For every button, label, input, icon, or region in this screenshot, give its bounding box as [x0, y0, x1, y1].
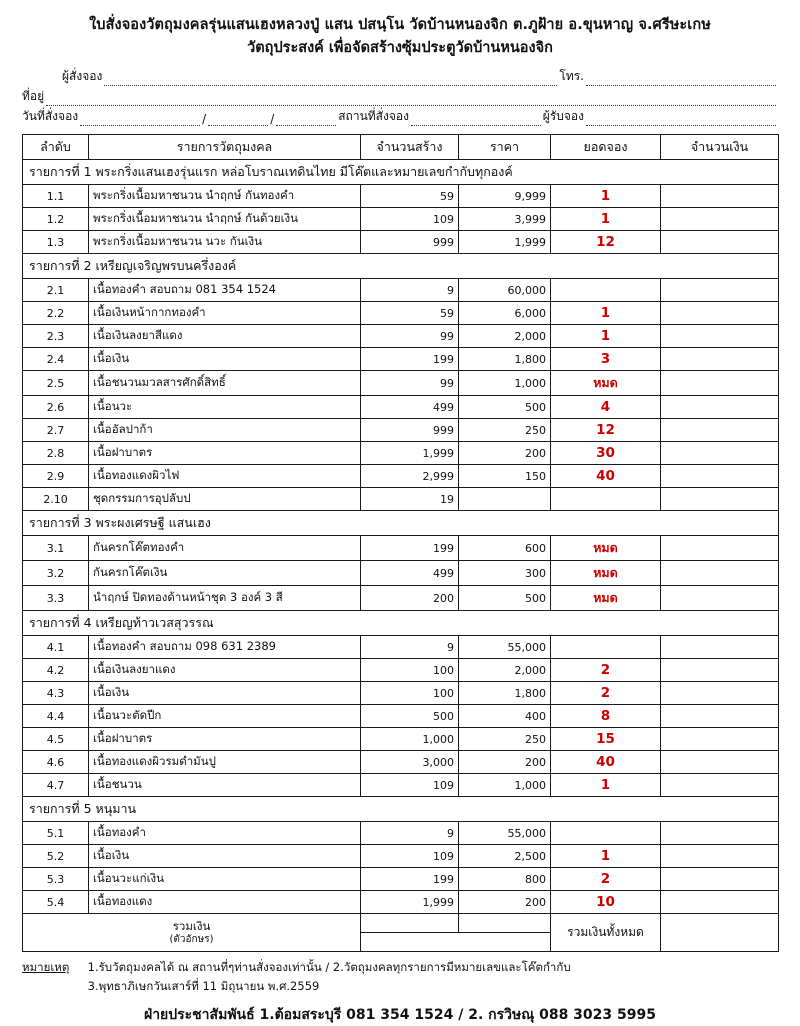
row-no: 1.1	[23, 185, 89, 208]
row-no: 2.9	[23, 465, 89, 488]
row-qty: 100	[361, 682, 459, 705]
row-no: 4.2	[23, 659, 89, 682]
row-price: 500	[459, 586, 551, 611]
row-qty: 100	[361, 659, 459, 682]
row-qty: 109	[361, 845, 459, 868]
order-place-label: สถานที่สั่งจอง	[338, 109, 409, 123]
row-price: 400	[459, 705, 551, 728]
table-row	[23, 891, 779, 914]
row-booked: 40	[551, 751, 661, 774]
receiver-label: ผู้รับจอง	[542, 109, 584, 123]
column-header-amount: จำนวนเงิน	[661, 135, 779, 160]
row-amount[interactable]	[661, 185, 779, 208]
table-header	[23, 135, 779, 160]
row-amount[interactable]	[661, 231, 779, 254]
row-qty: 199	[361, 868, 459, 891]
row-qty: 999	[361, 231, 459, 254]
table-row	[23, 845, 779, 868]
row-amount[interactable]	[661, 536, 779, 561]
row-price: 2,000	[459, 659, 551, 682]
row-item: เนื้อทองแดง	[89, 891, 361, 914]
table-row	[23, 822, 779, 845]
row-amount[interactable]	[661, 845, 779, 868]
row-qty: 1,999	[361, 891, 459, 914]
section-header-row	[23, 254, 779, 279]
customer-fields	[22, 66, 778, 126]
row-booked: 40	[551, 465, 661, 488]
phone-label: โทร.	[559, 69, 584, 83]
row-item: เนื้อทองแดงผิวไฟ	[89, 465, 361, 488]
table-body	[23, 160, 779, 952]
table-row	[23, 231, 779, 254]
row-booked: 12	[551, 419, 661, 442]
row-price: 200	[459, 751, 551, 774]
row-price: 6,000	[459, 302, 551, 325]
order-place-input[interactable]	[411, 113, 541, 126]
section-header-row	[23, 160, 779, 185]
row-qty: 199	[361, 348, 459, 371]
row-no: 2.7	[23, 419, 89, 442]
row-amount[interactable]	[661, 822, 779, 845]
row-amount[interactable]	[661, 774, 779, 797]
order-date-label: วันที่สั่งจอง	[22, 109, 79, 123]
date-slash-1: /	[202, 112, 207, 126]
row-qty: 3,000	[361, 751, 459, 774]
table-row	[23, 302, 779, 325]
row-amount[interactable]	[661, 419, 779, 442]
row-item: เนื้อนวะแก่เงิน	[89, 868, 361, 891]
row-no: 2.5	[23, 371, 89, 396]
row-no: 3.3	[23, 586, 89, 611]
row-item: เนื้อทองคำ สอบถาม 081 354 1524	[89, 279, 361, 302]
address-input[interactable]	[46, 93, 776, 106]
sum-label: รวมเงิน	[172, 918, 211, 933]
row-amount[interactable]	[661, 659, 779, 682]
row-amount[interactable]	[661, 561, 779, 586]
row-booked: 1	[551, 845, 661, 868]
row-qty: 99	[361, 371, 459, 396]
table-row	[23, 325, 779, 348]
table-row	[23, 561, 779, 586]
row-item: เนื้อทองคำ สอบถาม 098 631 2389	[89, 636, 361, 659]
receiver-input[interactable]	[586, 113, 776, 126]
row-amount[interactable]	[661, 325, 779, 348]
row-qty: 999	[361, 419, 459, 442]
row-price: 500	[459, 396, 551, 419]
row-price: 800	[459, 868, 551, 891]
section-title: รายการที่ 3 พระผงเศรษฐี แสนเฮง	[23, 511, 779, 536]
row-booked	[551, 822, 661, 845]
row-price: 1,999	[459, 231, 551, 254]
section-title: รายการที่ 4 เหรียญท้าวเวสสุวรรณ	[23, 611, 779, 636]
row-booked: หมด	[551, 561, 661, 586]
row-no: 2.1	[23, 279, 89, 302]
notes-label: หมายเหตุ	[22, 960, 70, 974]
row-qty: 99	[361, 325, 459, 348]
row-no: 3.2	[23, 561, 89, 586]
row-booked	[551, 636, 661, 659]
date-slash-2: /	[270, 112, 275, 126]
row-item: เนื้อเงิน	[89, 348, 361, 371]
row-price: 150	[459, 465, 551, 488]
row-item: เนื้อเงิน	[89, 845, 361, 868]
row-booked: 8	[551, 705, 661, 728]
order-date-year-input[interactable]	[276, 113, 336, 126]
table-row	[23, 396, 779, 419]
row-price: 200	[459, 891, 551, 914]
row-price: 1,000	[459, 774, 551, 797]
row-no: 2.8	[23, 442, 89, 465]
table-row	[23, 751, 779, 774]
section-header-row	[23, 797, 779, 822]
row-no: 4.4	[23, 705, 89, 728]
address-label: ที่อยู่	[22, 89, 45, 103]
row-amount[interactable]	[661, 891, 779, 914]
column-header-no: ลำดับ	[23, 135, 89, 160]
row-qty: 19	[361, 488, 459, 511]
row-item: ชุดกรรมการอุปลับป	[89, 488, 361, 511]
row-price: 1,800	[459, 348, 551, 371]
row-qty: 1,999	[361, 442, 459, 465]
row-amount[interactable]	[661, 705, 779, 728]
row-qty: 2,999	[361, 465, 459, 488]
row-qty: 500	[361, 705, 459, 728]
table-row	[23, 774, 779, 797]
table-header-row	[23, 135, 779, 160]
row-no: 5.2	[23, 845, 89, 868]
row-amount[interactable]	[661, 488, 779, 511]
row-item: เนื้อชนวนมวลสารศักดิ์สิทธิ์	[89, 371, 361, 396]
row-booked: 2	[551, 659, 661, 682]
row-amount[interactable]	[661, 586, 779, 611]
section-header-row	[23, 611, 779, 636]
column-header-qty: จำนวนสร้าง	[361, 135, 459, 160]
row-booked	[551, 488, 661, 511]
row-qty: 59	[361, 185, 459, 208]
row-amount[interactable]	[661, 208, 779, 231]
row-booked: 12	[551, 231, 661, 254]
row-price	[459, 488, 551, 511]
row-item: เนื้ออัลปาก้า	[89, 419, 361, 442]
row-amount[interactable]	[661, 728, 779, 751]
notes-body	[88, 958, 778, 996]
row-item: เนื้อฝาบาตร	[89, 442, 361, 465]
order-date-day-input[interactable]	[80, 113, 200, 126]
row-booked	[551, 279, 661, 302]
orderer-input[interactable]	[104, 73, 557, 86]
row-item: นำฤกษ์ ปิดทองด้านหน้าชุด 3 องค์ 3 สี	[89, 586, 361, 611]
row-qty: 59	[361, 302, 459, 325]
totals-row	[23, 914, 779, 933]
row-price: 250	[459, 728, 551, 751]
row-item: เนื้อฝาบาตร	[89, 728, 361, 751]
row-qty: 9	[361, 636, 459, 659]
table-row	[23, 465, 779, 488]
notes-section	[22, 958, 778, 996]
row-amount[interactable]	[661, 636, 779, 659]
row-no: 4.7	[23, 774, 89, 797]
table-row	[23, 419, 779, 442]
row-amount[interactable]	[661, 751, 779, 774]
totals-price-cell[interactable]	[459, 914, 551, 933]
orderer-row	[22, 66, 778, 86]
row-amount[interactable]	[661, 396, 779, 419]
row-item: เนื้อนวะตัดปีก	[89, 705, 361, 728]
row-price: 2,500	[459, 845, 551, 868]
row-qty: 109	[361, 208, 459, 231]
row-item: เนื้อนวะ	[89, 396, 361, 419]
table-row	[23, 728, 779, 751]
table-row	[23, 488, 779, 511]
order-date-row	[22, 106, 778, 126]
row-qty: 200	[361, 586, 459, 611]
table-row	[23, 348, 779, 371]
table-row	[23, 371, 779, 396]
row-price: 1,000	[459, 371, 551, 396]
row-price: 300	[459, 561, 551, 586]
row-no: 2.2	[23, 302, 89, 325]
row-price: 250	[459, 419, 551, 442]
row-amount[interactable]	[661, 442, 779, 465]
row-item: พระกริ่งเนื้อมหาชนวน นำฤกษ์ กันทองคำ	[89, 185, 361, 208]
row-booked: หมด	[551, 586, 661, 611]
row-item: พระกริ่งเนื้อมหาชนวน นวะ กันเงิน	[89, 231, 361, 254]
row-booked: 2	[551, 868, 661, 891]
row-amount[interactable]	[661, 348, 779, 371]
section-title: รายการที่ 2 เหรียญเจริญพรบนครึ่งองค์	[23, 254, 779, 279]
row-booked: 1	[551, 774, 661, 797]
section-header-row	[23, 511, 779, 536]
row-no: 4.3	[23, 682, 89, 705]
row-item: เนื้อเงิน	[89, 682, 361, 705]
row-booked: 4	[551, 396, 661, 419]
row-price: 2,000	[459, 325, 551, 348]
row-booked: 1	[551, 208, 661, 231]
contact-line: ฝ่ายประชาสัมพันธ์ 1.ต้อมสระบุรี 081 354 1524 / 2. กรวิษณุ 088 3023 5995	[143, 1007, 656, 1023]
page-subtitle: วัตถุประสงค์ เพื่อจัดสร้างซุ้มประตูวัดบ้านหนองจิก	[247, 40, 553, 56]
row-amount[interactable]	[661, 279, 779, 302]
row-booked: หมด	[551, 536, 661, 561]
order-date-month-input[interactable]	[208, 113, 268, 126]
row-price: 600	[459, 536, 551, 561]
row-item: เนื้อทองแดงผิวรมดำมันปู	[89, 751, 361, 774]
table-row	[23, 442, 779, 465]
table-row	[23, 208, 779, 231]
row-booked: 1	[551, 325, 661, 348]
row-price: 200	[459, 442, 551, 465]
row-price: 55,000	[459, 636, 551, 659]
row-qty: 499	[361, 396, 459, 419]
row-no: 1.3	[23, 231, 89, 254]
row-amount[interactable]	[661, 868, 779, 891]
table-row	[23, 682, 779, 705]
row-amount[interactable]	[661, 371, 779, 396]
row-item: กันครกโค๊ตเงิน	[89, 561, 361, 586]
table-row	[23, 185, 779, 208]
document-header	[22, 14, 778, 60]
table-row	[23, 868, 779, 891]
row-item: เนื้อเงินหน้ากากทองคำ	[89, 302, 361, 325]
column-header-booked: ยอดจอง	[551, 135, 661, 160]
row-qty: 9	[361, 279, 459, 302]
row-price: 9,999	[459, 185, 551, 208]
row-price: 55,000	[459, 822, 551, 845]
note-line-1: 1.รับวัตถุมงคลได้ ณ สถานที่ๆท่านสั่งจองเท่านั้น / 2.วัตถุมงคลทุกรายการมีหมายเลขและโค๊ตกำกับ	[87, 960, 571, 974]
row-no: 5.1	[23, 822, 89, 845]
totals-qty-cell[interactable]	[361, 914, 459, 933]
row-item: เนื้อชนวน	[89, 774, 361, 797]
row-booked: 1	[551, 185, 661, 208]
section-title: รายการที่ 5 หนุมาน	[23, 797, 779, 822]
row-item: เนื้อทองคำ	[89, 822, 361, 845]
row-amount[interactable]	[661, 682, 779, 705]
column-header-price: ราคา	[459, 135, 551, 160]
table-row	[23, 279, 779, 302]
row-qty: 9	[361, 822, 459, 845]
page-title: ใบสั่งจองวัตถุมงคลรุ่นแสนเฮงหลวงปู่ แสน ปสนฺโน วัดบ้านหนองจิก ต.ภูฝ้าย อ.ขุนหาญ จ.ศรีษะเกษ	[89, 17, 711, 33]
row-item: เนื้อเงินลงยาแดง	[89, 659, 361, 682]
sum-label-cell	[23, 914, 361, 952]
row-no: 4.6	[23, 751, 89, 774]
phone-input[interactable]	[586, 73, 776, 86]
order-table	[22, 134, 779, 952]
row-booked: 1	[551, 302, 661, 325]
orderer-label: ผู้สั่งจอง	[62, 69, 103, 83]
row-item: เนื้อเงินลงยาสีแดง	[89, 325, 361, 348]
row-amount[interactable]	[661, 465, 779, 488]
row-no: 4.1	[23, 636, 89, 659]
table-row	[23, 705, 779, 728]
table-row	[23, 659, 779, 682]
column-header-item: รายการวัตถุมงคล	[89, 135, 361, 160]
grand-total-label: รวมเงินทั้งหมด	[551, 914, 661, 952]
table-row	[23, 586, 779, 611]
row-no: 2.3	[23, 325, 89, 348]
row-no: 5.3	[23, 868, 89, 891]
row-amount[interactable]	[661, 302, 779, 325]
row-no: 2.10	[23, 488, 89, 511]
row-booked: 2	[551, 682, 661, 705]
row-qty: 1,000	[361, 728, 459, 751]
grand-total-value[interactable]	[661, 914, 779, 952]
row-booked: 15	[551, 728, 661, 751]
row-price: 1,800	[459, 682, 551, 705]
row-qty: 499	[361, 561, 459, 586]
row-booked: หมด	[551, 371, 661, 396]
row-qty: 199	[361, 536, 459, 561]
sum-in-words-cell[interactable]	[361, 933, 551, 952]
section-title: รายการที่ 1 พระกริ่งแสนเฮงรุ่นแรก หล่อโบราณเทดินไทย มีโค๊ตและหมายเลขกำกับทุกองค์	[23, 160, 779, 185]
table-row	[23, 536, 779, 561]
row-no: 3.1	[23, 536, 89, 561]
table-row	[23, 636, 779, 659]
row-item: กันครกโค๊ตทองคำ	[89, 536, 361, 561]
row-booked: 10	[551, 891, 661, 914]
row-no: 5.4	[23, 891, 89, 914]
row-price: 60,000	[459, 279, 551, 302]
row-no: 4.5	[23, 728, 89, 751]
row-booked: 30	[551, 442, 661, 465]
row-item: พระกริ่งเนื้อมหาชนวน นำฤกษ์ กันด้วยเงิน	[89, 208, 361, 231]
address-row	[22, 86, 778, 106]
row-no: 2.6	[23, 396, 89, 419]
note-line-2: 3.พุทธาภิเษกวันเสาร์ที่ 11 มิถุนายน พ.ศ.2559	[87, 979, 320, 993]
row-no: 2.4	[23, 348, 89, 371]
row-qty: 109	[361, 774, 459, 797]
row-booked: 3	[551, 348, 661, 371]
sum-sub-label: (ตัวอักษร)	[169, 933, 214, 945]
row-no: 1.2	[23, 208, 89, 231]
row-price: 3,999	[459, 208, 551, 231]
